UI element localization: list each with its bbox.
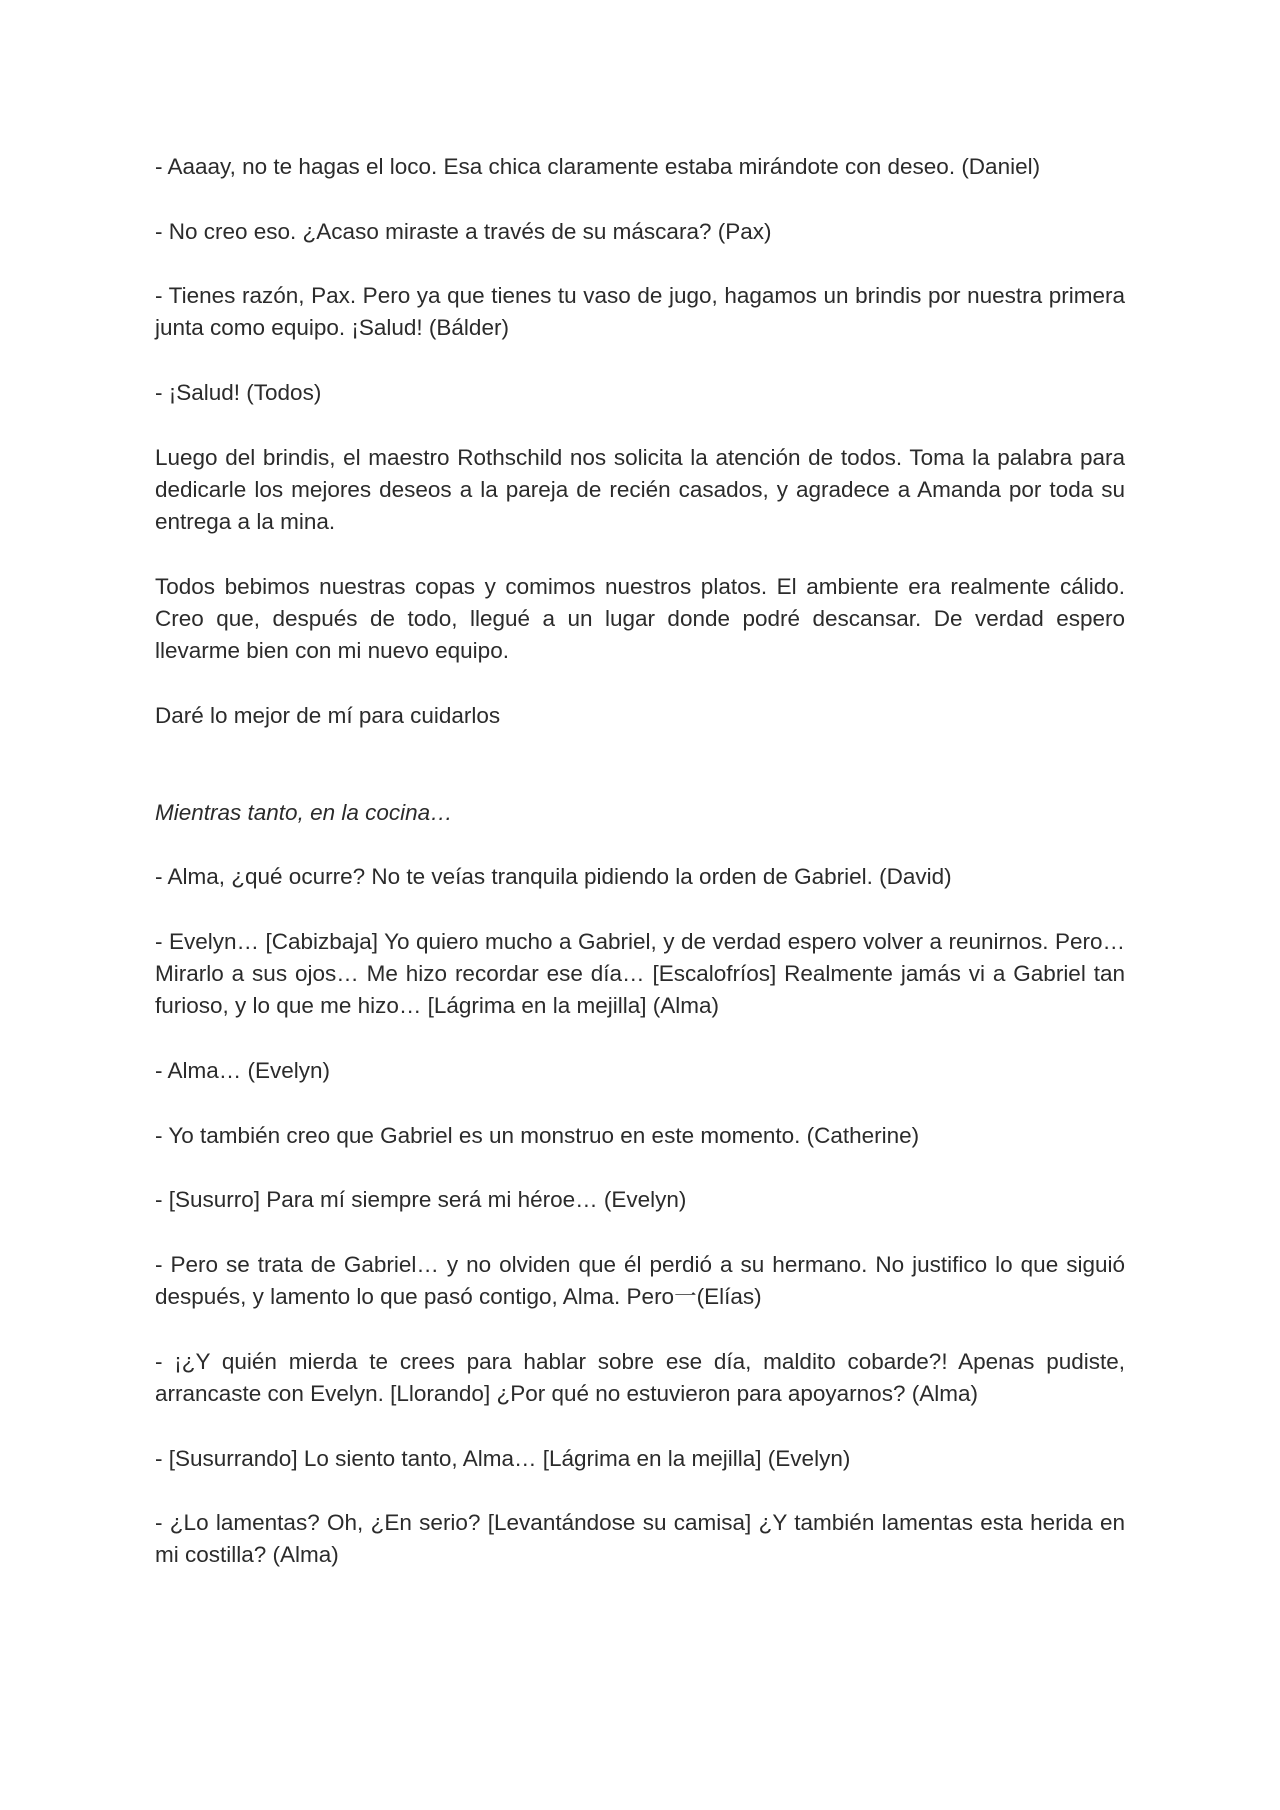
dialogue-catherine: - Yo también creo que Gabriel es un monstruo en este momento. (Catherine) xyxy=(155,1122,920,1148)
narration-ambience: Todos bebimos nuestras copas y comimos nuestros platos. El ambiente era realmente cálido. Creo que, después de todo, llegué a un lugar donde podré descansar. De verdad espero llevarme bien con mi nuevo equipo. xyxy=(155,573,1125,664)
dialogue-evelyn-2: - [Susurro] Para mí siempre será mi héroe… (Evelyn) xyxy=(155,1187,687,1213)
dialogue-balder: - Tienes razón, Pax. Pero ya que tienes tu vaso de jugo, hagamos un brindis por nuestra primera junta como equipo. ¡Salud! (Bálder) xyxy=(155,283,1125,341)
document-body xyxy=(155,151,1125,1604)
dialogue-evelyn-1: - Alma… (Evelyn) xyxy=(155,1058,331,1084)
dialogue-pax: - No creo eso. ¿Acaso miraste a través de su máscara? (Pax) xyxy=(155,218,772,244)
dialogue-elias: - Pero se trata de Gabriel… y no olviden que él perdió a su hermano. No justifico lo que siguió después, y lamento lo que pasó contigo, Alma. Pero一(Elías) xyxy=(155,1251,1125,1310)
narration-toast: Luego del brindis, el maestro Rothschild nos solicita la atención de todos. Toma la palabra para dedicarle los mejores deseos a la pareja de recién casados, y agradece a Amanda por toda su entrega a la mina. xyxy=(155,444,1125,535)
dialogue-alma-1: - Evelyn… [Cabizbaja] Yo quiero mucho a Gabriel, y de verdad espero volver a reunirnos. Pero… Mirarlo a sus ojos… Me hizo recordar ese día… [Escalofríos] Realmente jamás vi a Gabriel tan furioso, y lo que me hizo… [Lágrima en la mejilla] (Alma) xyxy=(155,928,1125,1019)
dialogue-evelyn-3: - [Susurrando] Lo siento tanto, Alma… [Lágrima en la mejilla] (Evelyn) xyxy=(155,1445,851,1471)
scene-heading: Mientras tanto, en la cocina… xyxy=(155,799,453,825)
dialogue-david: - Alma, ¿qué ocurre? No te veías tranquila pidiendo la orden de Gabriel. (David) xyxy=(155,864,952,890)
narration-resolve: Daré lo mejor de mí para cuidarlos xyxy=(155,703,501,729)
dialogue-daniel: - Aaaay, no te hagas el loco. Esa chica claramente estaba mirándote con deseo. (Daniel) xyxy=(155,154,1041,179)
section-spacer xyxy=(155,765,1125,797)
dialogue-alma-2: - ¡¿Y quién mierda te crees para hablar sobre ese día, maldito cobarde?! Apenas pudiste, arrancaste con Evelyn. [Llorando] ¿Por qué no estuvieron para apoyarnos? (Alma) xyxy=(155,1348,1125,1406)
dialogue-alma-3: - ¿Lo lamentas? Oh, ¿En serio? [Levantándose su camisa] ¿Y también lamentas esta herida en mi costilla? (Alma) xyxy=(155,1510,1125,1568)
dialogue-todos: - ¡Salud! (Todos) xyxy=(155,380,322,406)
